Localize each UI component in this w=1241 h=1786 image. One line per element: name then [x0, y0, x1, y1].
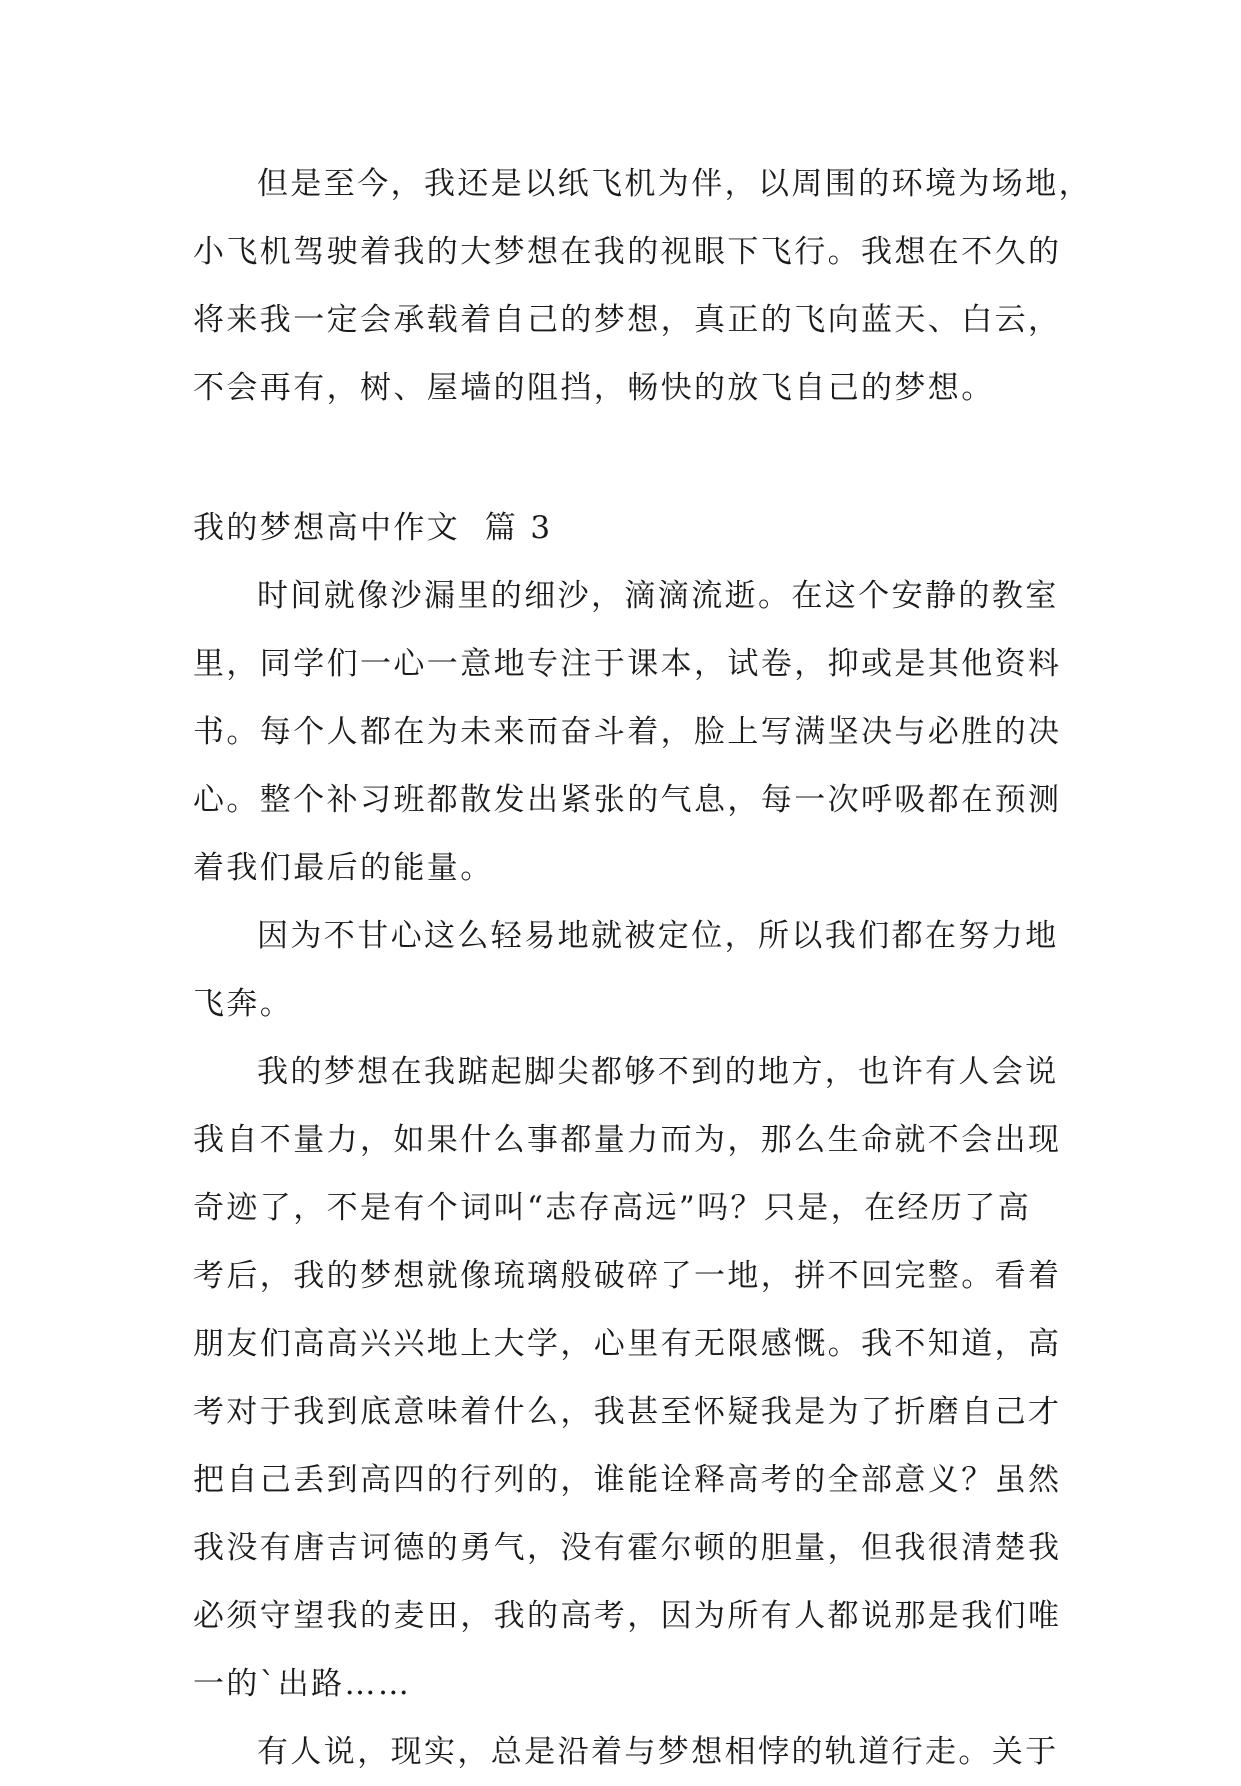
paragraph-2 — [193, 902, 1059, 1038]
text-line: 着我们最后的能量。 — [193, 850, 494, 886]
text-line: 因为不甘心这么轻易地就被定位，所以我们都在努力地 — [257, 918, 1059, 954]
text-line: 朋友们高高兴兴地上大学，心里有无限感慨。我不知道，高 — [193, 1326, 1062, 1362]
text-line: 但是至今，我还是以纸飞机为伴，以周围的环境为场地， — [257, 166, 1092, 202]
document-page — [193, 150, 1092, 1786]
text-line: 将来我一定会承载着自己的梦想，真正的飞向蓝天、白云， — [193, 302, 1062, 338]
text-line: 奇迹了，不是有个词叫“志存高远”吗？只是，在经历了高 — [193, 1190, 1032, 1226]
text-line: 小飞机驾驶着我的大梦想在我的视眼下飞行。我想在不久的 — [193, 234, 1062, 270]
text-line: 我自不量力，如果什么事都量力而为，那么生命就不会出现 — [193, 1122, 1062, 1158]
paragraph-1 — [193, 562, 1062, 902]
text-line: 飞奔。 — [193, 986, 294, 1022]
text-line: 时间就像沙漏里的细沙，滴滴流逝。在这个安静的教室 — [257, 578, 1059, 614]
text-line: 有人说，现实，总是沿着与梦想相悖的轨道行走。关于 — [257, 1734, 1059, 1770]
text-line: 我没有唐吉诃德的勇气，没有霍尔顿的胆量，但我很清楚我 — [193, 1530, 1062, 1566]
text-line: 一的`出路…… — [193, 1666, 412, 1702]
text-line: 考后，我的梦想就像琉璃般破碎了一地，拼不回完整。看着 — [193, 1258, 1062, 1294]
paragraph-3 — [193, 1038, 1062, 1718]
text-line: 心。整个补习班都散发出紧张的气息，每一次呼吸都在预测 — [193, 782, 1062, 818]
text-line: 不会再有，树、屋墙的阻挡，畅快的放飞自己的梦想。 — [193, 370, 995, 406]
text-line: 我的梦想在我踮起脚尖都够不到的地方，也许有人会说 — [257, 1054, 1059, 1090]
text-line: 考对于我到底意味着什么，我甚至怀疑我是为了折磨自己才 — [193, 1394, 1062, 1430]
section-spacer — [193, 422, 1053, 494]
paragraph-continued — [193, 150, 1092, 422]
text-line: 把自己丢到高四的行列的，谁能诠释高考的全部意义？虽然 — [193, 1462, 1062, 1498]
paragraph-4 — [193, 1718, 1059, 1786]
text-line: 书。每个人都在为未来而奋斗着，脸上写满坚决与必胜的决 — [193, 714, 1062, 750]
text-line: 必须守望我的麦田，我的高考，因为所有人都说那是我们唯 — [193, 1598, 1062, 1634]
section-heading: 我的梦想高中作文 篇 3 — [193, 510, 553, 546]
text-line: 里，同学们一心一意地专注于课本，试卷，抑或是其他资料 — [193, 646, 1062, 682]
